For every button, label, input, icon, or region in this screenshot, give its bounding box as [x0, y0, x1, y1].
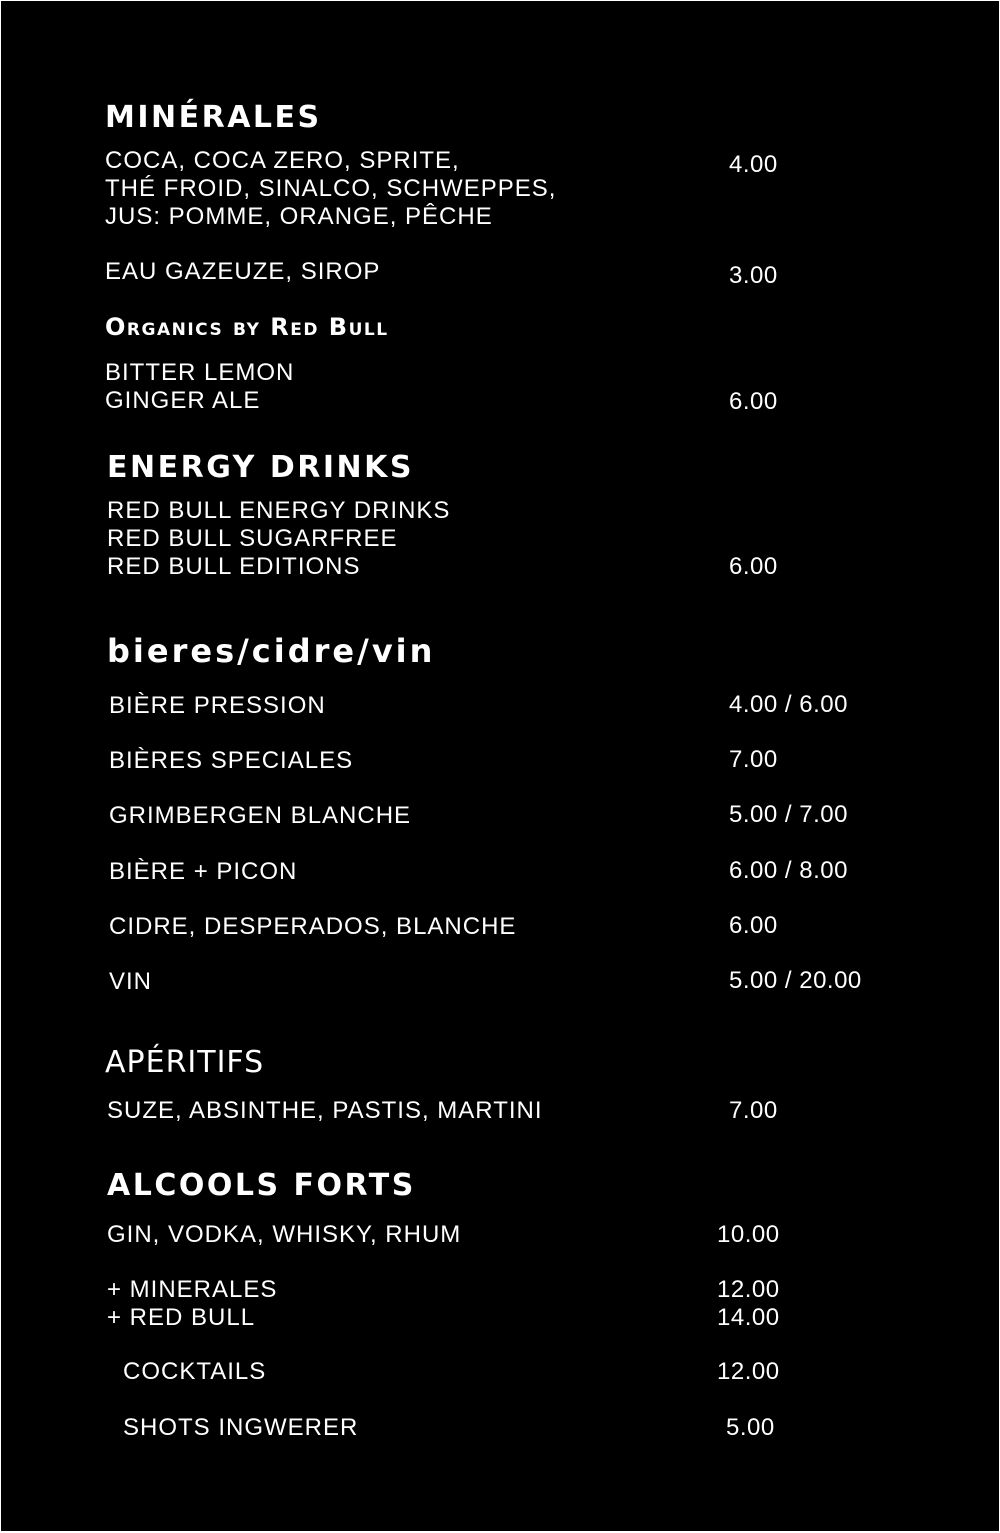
section-heading-aperitifs: APÉRITIFS	[105, 1045, 265, 1080]
soft-drinks-line: COCA, COCA ZERO, SPRITE,	[105, 147, 460, 174]
shots-price: 5.00	[726, 1414, 775, 1441]
mixer-label: + RED BULL	[107, 1304, 256, 1331]
biere-item-label: GRIMBERGEN BLANCHE	[109, 802, 412, 829]
soft-drinks-line: THÉ FROID, SINALCO, SCHWEPPES,	[105, 175, 557, 202]
energy-drink-item: RED BULL ENERGY DRINKS	[107, 497, 451, 524]
eau-gazeuze-price: 3.00	[729, 262, 778, 289]
biere-item-price: 5.00 / 7.00	[729, 801, 848, 828]
section-heading-organics: Organics by Red Bull	[105, 313, 389, 341]
section-heading-bieres: bieres/cidre/vin	[107, 632, 436, 670]
mixer-price: 14.00	[717, 1304, 780, 1331]
soft-drinks-line: JUS: POMME, ORANGE, PÊCHE	[105, 203, 493, 230]
mixers-list	[107, 1276, 277, 1332]
drinks-menu	[1, 1, 999, 1531]
biere-item-price: 6.00	[729, 912, 778, 939]
spirits-label: GIN, VODKA, WHISKY, RHUM	[107, 1221, 462, 1248]
soft-drinks-list	[105, 147, 556, 231]
biere-item-label: BIÈRE PRESSION	[109, 692, 326, 719]
section-heading-energy-drinks: ENERGY DRINKS	[107, 450, 414, 485]
biere-item-label: VIN	[109, 968, 153, 995]
eau-gazeuze-label: EAU GAZEUZE, SIROP	[105, 258, 381, 285]
organics-item: BITTER LEMON	[105, 359, 295, 386]
spirits-price: 10.00	[717, 1221, 780, 1248]
organics-item: GINGER ALE	[105, 387, 261, 414]
mixer-label: + MINERALES	[107, 1276, 278, 1303]
cocktails-price: 12.00	[717, 1358, 780, 1385]
energy-drink-item: RED BULL EDITIONS	[107, 553, 361, 580]
soft-drinks-price: 4.00	[729, 151, 778, 178]
mixer-price: 12.00	[717, 1276, 780, 1303]
energy-drinks-list	[107, 497, 450, 581]
biere-item-price: 7.00	[729, 746, 778, 773]
biere-item-label: BIÈRES SPECIALES	[109, 747, 354, 774]
aperitifs-price: 7.00	[729, 1097, 778, 1124]
biere-item-label: CIDRE, DESPERADOS, BLANCHE	[109, 913, 517, 940]
section-heading-alcools-forts: ALCOOLS FORTS	[107, 1168, 416, 1203]
energy-drinks-price: 6.00	[729, 553, 778, 580]
biere-item-price: 5.00 / 20.00	[729, 967, 862, 994]
shots-label: SHOTS INGWERER	[123, 1414, 359, 1441]
mixers-prices	[717, 1276, 780, 1332]
cocktails-label: COCKTAILS	[123, 1358, 267, 1385]
energy-drink-item: RED BULL SUGARFREE	[107, 525, 398, 552]
organics-price: 6.00	[729, 388, 778, 415]
biere-item-price: 6.00 / 8.00	[729, 857, 848, 884]
biere-item-price: 4.00 / 6.00	[729, 691, 848, 718]
aperitifs-label: SUZE, ABSINTHE, PASTIS, MARTINI	[107, 1097, 543, 1124]
organics-list	[105, 359, 294, 415]
biere-item-label: BIÈRE + PICON	[109, 858, 298, 885]
section-heading-minerales: MINÉRALES	[105, 100, 322, 135]
